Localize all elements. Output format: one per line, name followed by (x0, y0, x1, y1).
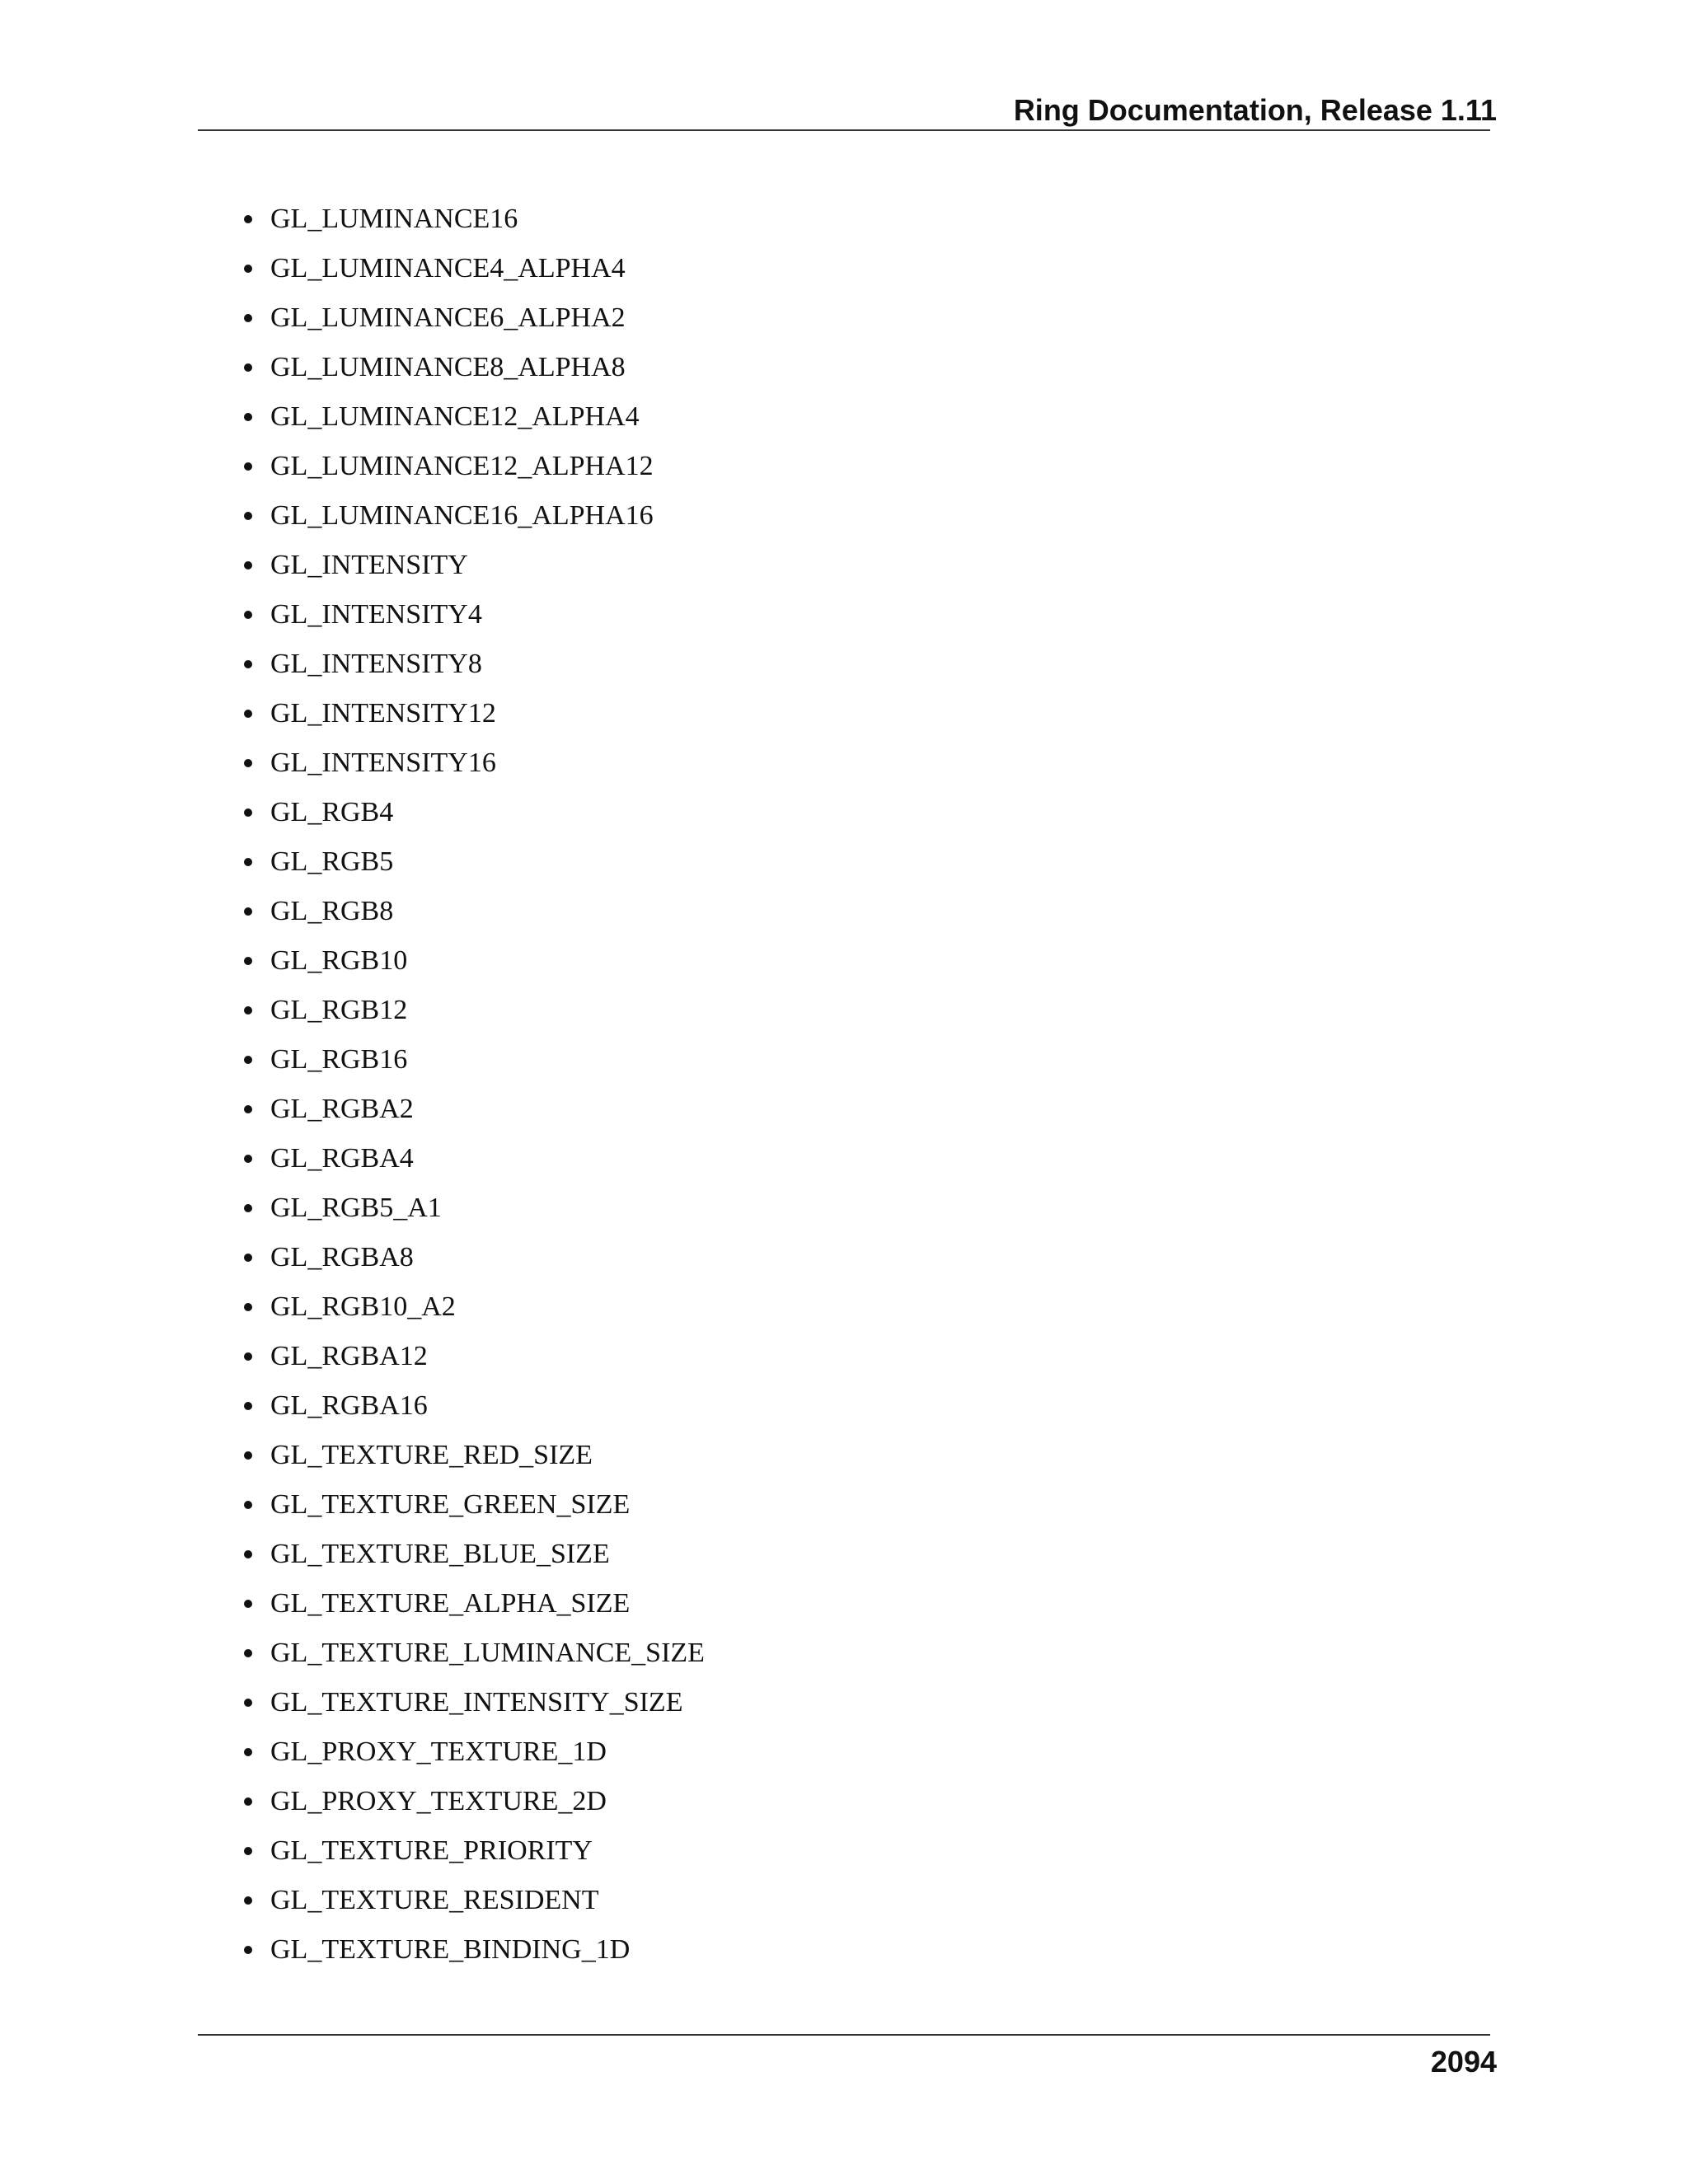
list-item (244, 1777, 705, 1826)
list-item (244, 986, 705, 1035)
bullet-icon (244, 1006, 252, 1015)
bullet-icon (244, 215, 252, 223)
list-item (244, 590, 705, 640)
list-item-text: GL_INTENSITY16 (270, 748, 496, 778)
list-item-text: GL_RGB8 (270, 896, 394, 926)
list-item (244, 1629, 705, 1678)
list-item (244, 1431, 705, 1480)
bullet-icon (244, 1946, 252, 1954)
list-item-text: GL_RGBA16 (270, 1390, 428, 1421)
bullet-icon (244, 1402, 252, 1410)
list-item-text: GL_PROXY_TEXTURE_2D (270, 1786, 607, 1816)
list-item-text: GL_TEXTURE_BINDING_1D (270, 1934, 631, 1965)
list-item-text: GL_RGB10_A2 (270, 1291, 456, 1322)
bullet-icon (244, 1748, 252, 1756)
bullet-icon (244, 808, 252, 817)
bullet-icon (244, 1649, 252, 1657)
list-item-text: GL_TEXTURE_GREEN_SIZE (270, 1489, 631, 1520)
list-item (244, 738, 705, 788)
footer-divider (198, 2034, 1490, 2036)
list-item-text: GL_TEXTURE_LUMINANCE_SIZE (270, 1638, 705, 1668)
list-item-text: GL_RGB12 (270, 995, 408, 1025)
bullet-icon (244, 1451, 252, 1460)
bullet-icon (244, 1797, 252, 1806)
bullet-icon (244, 858, 252, 866)
list-item (244, 194, 705, 244)
list-item (244, 788, 705, 837)
bullet-icon (244, 1204, 252, 1212)
list-item (244, 1925, 705, 1975)
bullet-icon (244, 413, 252, 421)
bullet-icon (244, 265, 252, 273)
list-item (244, 1727, 705, 1777)
list-item (244, 293, 705, 343)
bullet-icon (244, 1847, 252, 1855)
bullet-icon (244, 363, 252, 372)
list-item (244, 887, 705, 936)
list-item (244, 1332, 705, 1381)
list-item (244, 1035, 705, 1085)
bullet-icon (244, 1501, 252, 1509)
bullet-icon (244, 1352, 252, 1361)
list-item (244, 936, 705, 986)
list-item (244, 1183, 705, 1233)
list-item-text: GL_LUMINANCE12_ALPHA12 (270, 451, 654, 481)
constant-list (244, 194, 705, 1975)
bullet-icon (244, 907, 252, 916)
list-item-text: GL_TEXTURE_BLUE_SIZE (270, 1539, 610, 1569)
bullet-icon (244, 462, 252, 471)
bullet-icon (244, 512, 252, 520)
list-item-text: GL_PROXY_TEXTURE_1D (270, 1736, 607, 1767)
list-item-text: GL_RGBA8 (270, 1242, 414, 1272)
list-item (244, 837, 705, 887)
list-item-text: GL_INTENSITY8 (270, 649, 482, 679)
bullet-icon (244, 1155, 252, 1163)
list-item-text: GL_TEXTURE_RESIDENT (270, 1885, 599, 1915)
list-item (244, 1678, 705, 1727)
list-item (244, 1233, 705, 1282)
list-item (244, 1826, 705, 1876)
bullet-icon (244, 660, 252, 668)
bullet-icon (244, 1896, 252, 1905)
list-item-text: GL_INTENSITY4 (270, 599, 482, 630)
bullet-icon (244, 1254, 252, 1262)
list-item-text: GL_RGB5_A1 (270, 1193, 442, 1223)
header-divider (198, 129, 1490, 131)
list-item-text: GL_TEXTURE_RED_SIZE (270, 1440, 593, 1470)
list-item-text: GL_RGBA12 (270, 1341, 428, 1371)
list-item-text: GL_LUMINANCE16 (270, 204, 518, 234)
bullet-icon (244, 759, 252, 767)
bullet-icon (244, 1056, 252, 1064)
page-header-title: Ring Documentation, Release 1.11 (1013, 93, 1497, 127)
list-item-text: GL_LUMINANCE8_ALPHA8 (270, 352, 626, 382)
list-item (244, 244, 705, 293)
bullet-icon (244, 1550, 252, 1558)
list-item-text: GL_INTENSITY (270, 550, 468, 580)
bullet-icon (244, 957, 252, 965)
bullet-icon (244, 314, 252, 322)
list-item (244, 1876, 705, 1925)
list-item (244, 392, 705, 442)
list-item (244, 343, 705, 392)
list-item-text: GL_TEXTURE_INTENSITY_SIZE (270, 1687, 683, 1718)
list-item (244, 1282, 705, 1332)
bullet-icon (244, 1105, 252, 1113)
list-item (244, 1530, 705, 1579)
list-item-text: GL_RGB5 (270, 846, 394, 877)
bullet-icon (244, 1303, 252, 1311)
list-item-text: GL_LUMINANCE16_ALPHA16 (270, 500, 654, 531)
list-item-text: GL_INTENSITY12 (270, 698, 496, 729)
list-item (244, 541, 705, 590)
list-item-text: GL_RGBA4 (270, 1143, 414, 1174)
bullet-icon (244, 611, 252, 619)
list-item (244, 491, 705, 541)
list-item (244, 640, 705, 689)
list-item (244, 1480, 705, 1530)
list-item-text: GL_RGB10 (270, 945, 408, 976)
page-number: 2094 (1430, 2045, 1497, 2079)
bullet-icon (244, 710, 252, 718)
list-item-text: GL_TEXTURE_ALPHA_SIZE (270, 1588, 631, 1619)
list-item (244, 689, 705, 738)
list-item (244, 1579, 705, 1629)
list-item (244, 1085, 705, 1134)
bullet-icon (244, 1699, 252, 1707)
list-item-text: GL_TEXTURE_PRIORITY (270, 1835, 593, 1866)
list-item-text: GL_LUMINANCE12_ALPHA4 (270, 401, 640, 432)
list-item (244, 1134, 705, 1183)
bullet-icon (244, 561, 252, 569)
list-item (244, 1381, 705, 1431)
list-item-text: GL_LUMINANCE6_ALPHA2 (270, 302, 626, 333)
list-item-text: GL_RGBA2 (270, 1094, 414, 1124)
list-item-text: GL_RGB16 (270, 1044, 408, 1075)
bullet-icon (244, 1600, 252, 1608)
list-item-text: GL_RGB4 (270, 797, 394, 827)
list-item (244, 442, 705, 491)
list-item-text: GL_LUMINANCE4_ALPHA4 (270, 253, 626, 284)
